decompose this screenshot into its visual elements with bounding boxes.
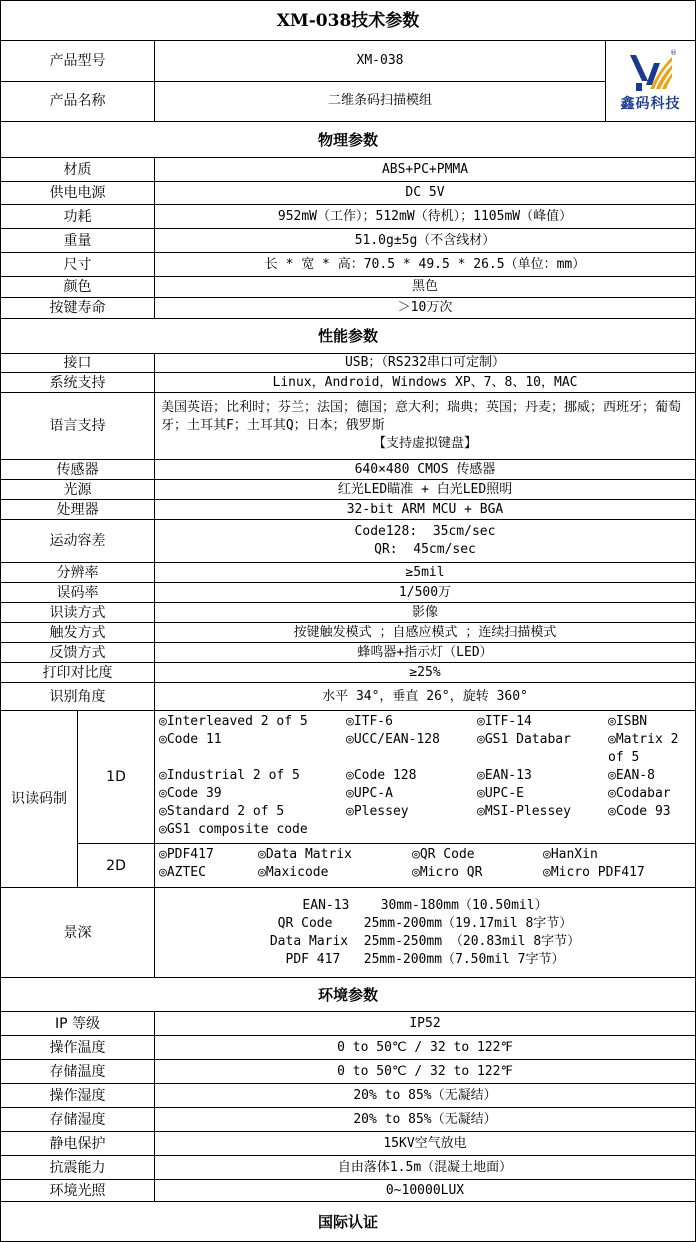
symbology-d1-item: ◎EAN-13 bbox=[477, 768, 532, 783]
operating-humidity-value: 20% to 85%（无凝结） bbox=[155, 1084, 696, 1108]
operating-temp-label: 操作温度 bbox=[1, 1036, 155, 1060]
esd-protection-value: 15KV空气放电 bbox=[155, 1132, 696, 1156]
weight-label: 重量 bbox=[1, 229, 155, 253]
recognition-label: 识读方式 bbox=[1, 603, 155, 623]
processor-value: 32-bit ARM MCU + BGA bbox=[155, 500, 696, 520]
certification-heading: 国际认证 bbox=[1, 1202, 696, 1242]
power-supply-label: 供电电源 bbox=[1, 182, 155, 205]
name-label: 产品名称 bbox=[1, 81, 155, 122]
operating-humidity-label: 操作湿度 bbox=[1, 1084, 155, 1108]
symbology-d1-item: ◎UPC-E bbox=[477, 786, 524, 801]
contrast-value: ≥25% bbox=[155, 663, 696, 683]
symbology-d1-item: ◎Standard 2 of 5 bbox=[159, 804, 285, 819]
symbology-d1-item: ◎Industrial 2 of 5 bbox=[159, 768, 300, 783]
logo-cell bbox=[606, 41, 696, 122]
symbology-d1-item: ◎Code 128 bbox=[346, 768, 417, 783]
sensor-value: 640×480 CMOS 传感器 bbox=[155, 460, 696, 480]
dof-pdf417: PDF 417 25mm-200mm（7.50mil 7字节） bbox=[285, 951, 565, 967]
virtual-keyboard-note: 【支持虚拟键盘】 bbox=[372, 436, 477, 451]
symbology-d1-item: ◎Matrix 2 of 5 bbox=[608, 732, 679, 765]
symbology-d1-item: ◎ITF-14 bbox=[477, 714, 532, 729]
error-rate-label: 误码率 bbox=[1, 583, 155, 603]
light-source-label: 光源 bbox=[1, 480, 155, 500]
depth-of-field-label: 景深 bbox=[1, 888, 155, 978]
interface-value: USB；（RS232串口可定制） bbox=[155, 354, 696, 373]
company-logo bbox=[606, 41, 695, 121]
symbology-d1-item: ◎UCC/EAN-128 bbox=[346, 732, 440, 747]
language-value bbox=[155, 393, 696, 460]
symbology-d1-item: ◎EAN-8 bbox=[608, 768, 655, 783]
system-label: 系统支持 bbox=[1, 373, 155, 393]
registered-mark: ® bbox=[669, 49, 677, 57]
error-rate-value: 1/500万 bbox=[155, 583, 696, 603]
depth-of-field-value bbox=[155, 888, 696, 978]
power-consumption-label: 功耗 bbox=[1, 205, 155, 229]
ambient-light-label: 环境光照 bbox=[1, 1180, 155, 1202]
physical-heading: 物理参数 bbox=[1, 122, 696, 158]
symbology-1d-grid bbox=[159, 713, 691, 839]
symbology-d2-item: ◎HanXin bbox=[543, 847, 598, 862]
system-value: Linux，Android，Windows XP、7、8、10，MAC bbox=[155, 373, 696, 393]
storage-temp-value: 0 to 50℃ / 32 to 122℉ bbox=[155, 1060, 696, 1084]
drop-resistance-value: 自由落体1.5m（混凝土地面） bbox=[155, 1156, 696, 1180]
contrast-label: 打印对比度 bbox=[1, 663, 155, 683]
symbology-d2-item: ◎AZTEC bbox=[159, 865, 206, 880]
dof-qr: QR Code 25mm-200mm（19.17mil 8字节） bbox=[277, 915, 573, 931]
material-value: ABS+PC+PMMA bbox=[155, 158, 696, 182]
operating-temp-value: 0 to 50℃ / 32 to 122℉ bbox=[155, 1036, 696, 1060]
symbology-d2-item: ◎Maxicode bbox=[258, 865, 329, 880]
logo-text: 鑫码科技 bbox=[620, 96, 681, 112]
ip-rating-label: IP 等级 bbox=[1, 1012, 155, 1036]
symbology-2d-list bbox=[155, 844, 696, 888]
symbology-d1-item: ◎Code 93 bbox=[608, 804, 671, 819]
symbology-d1-item: ◎GS1 composite code bbox=[159, 822, 308, 837]
color-label: 颜色 bbox=[1, 277, 155, 298]
symbology-d2-item: ◎Data Matrix bbox=[258, 847, 352, 862]
weight-value: 51.0g±5g（不含线材） bbox=[155, 229, 696, 253]
resolution-label: 分辨率 bbox=[1, 563, 155, 583]
symbology-1d-label: 1D bbox=[78, 711, 155, 844]
dof-ean13: EAN-13 30mm-180mm（10.50mil） bbox=[302, 897, 548, 913]
feedback-value: 蜂鸣器+指示灯（LED） bbox=[155, 643, 696, 663]
environment-heading: 环境参数 bbox=[1, 978, 696, 1012]
color-value: 黑色 bbox=[155, 277, 696, 298]
symbology-d2-item: ◎Micro PDF417 bbox=[543, 865, 645, 880]
motion-tolerance-label: 运动容差 bbox=[1, 520, 155, 563]
interface-label: 接口 bbox=[1, 354, 155, 373]
symbology-label: 识读码制 bbox=[1, 711, 78, 888]
dof-datamatrix: Data Marix 25mm-250mm （20.83mil 8字节） bbox=[269, 933, 581, 949]
symbology-d1-item: ◎MSI-Plessey bbox=[477, 804, 571, 819]
drop-resistance-label: 抗震能力 bbox=[1, 1156, 155, 1180]
feedback-label: 反馈方式 bbox=[1, 643, 155, 663]
symbology-d1-item: ◎Code 39 bbox=[159, 786, 222, 801]
angle-label: 识别角度 bbox=[1, 683, 155, 711]
light-source-value: 红光LED瞄准 + 白光LED照明 bbox=[155, 480, 696, 500]
motion-qr: QR: 45cm/sec bbox=[374, 542, 476, 557]
motion-tolerance-value bbox=[155, 520, 696, 563]
sensor-label: 传感器 bbox=[1, 460, 155, 480]
logo-mark-icon bbox=[626, 49, 676, 93]
page-title: XM-038技术参数 bbox=[1, 1, 696, 41]
material-label: 材质 bbox=[1, 158, 155, 182]
symbology-d1-item: ◎ISBN bbox=[608, 714, 648, 729]
storage-humidity-label: 存储湿度 bbox=[1, 1108, 155, 1132]
storage-humidity-value: 20% to 85%（无凝结） bbox=[155, 1108, 696, 1132]
power-supply-value: DC 5V bbox=[155, 182, 696, 205]
button-life-value: ＞10万次 bbox=[155, 298, 696, 319]
performance-heading: 性能参数 bbox=[1, 319, 696, 354]
model-value: XM-038 bbox=[155, 41, 606, 82]
model-label: 产品型号 bbox=[1, 41, 155, 82]
button-life-label: 按键寿命 bbox=[1, 298, 155, 319]
symbology-d1-item: ◎Code 11 bbox=[159, 732, 222, 747]
symbology-d1-item: ◎ITF-6 bbox=[346, 714, 393, 729]
symbology-d2-item: ◎QR Code bbox=[412, 847, 475, 862]
power-consumption-value: 952mW（工作）；512mW（待机）；1105mW（峰值） bbox=[155, 205, 696, 229]
symbology-2d-grid bbox=[159, 846, 691, 882]
trigger-label: 触发方式 bbox=[1, 623, 155, 643]
dimensions-label: 尺寸 bbox=[1, 253, 155, 277]
ambient-light-value: 0~10000LUX bbox=[155, 1180, 696, 1202]
symbology-d2-item: ◎Micro QR bbox=[412, 865, 483, 880]
language-label: 语言支持 bbox=[1, 393, 155, 460]
name-value: 二维条码扫描模组 bbox=[155, 81, 606, 122]
ip-rating-value: IP52 bbox=[155, 1012, 696, 1036]
symbology-d1-item: ◎Interleaved 2 of 5 bbox=[159, 714, 308, 729]
symbology-d1-item: ◎GS1 Databar bbox=[477, 732, 571, 747]
recognition-value: 影像 bbox=[155, 603, 696, 623]
resolution-value: ≥5mil bbox=[155, 563, 696, 583]
symbology-d1-item: ◎Plessey bbox=[346, 804, 409, 819]
symbology-1d-list bbox=[155, 711, 696, 844]
motion-code128: Code128: 35cm/sec bbox=[354, 524, 496, 539]
dimensions-value: 长 * 宽 * 高：70.5 * 49.5 * 26.5（单位：mm） bbox=[155, 253, 696, 277]
symbology-2d-label: 2D bbox=[78, 844, 155, 888]
esd-protection-label: 静电保护 bbox=[1, 1132, 155, 1156]
language-list: 美国英语；比利时；芬兰；法国；德国；意大利；瑞典；英国；丹麦；挪威；西班牙；葡萄牙；土耳其F；土耳其Q；日本；俄罗斯 bbox=[161, 400, 682, 433]
angle-value: 水平 34°，垂直 26°，旋转 360° bbox=[155, 683, 696, 711]
symbology-d1-item: ◎UPC-A bbox=[346, 786, 393, 801]
trigger-value: 按键触发模式 ；自感应模式 ；连续扫描模式 bbox=[155, 623, 696, 643]
symbology-d2-item: ◎PDF417 bbox=[159, 847, 214, 862]
symbology-d1-item: ◎Codabar bbox=[608, 786, 671, 801]
storage-temp-label: 存储温度 bbox=[1, 1060, 155, 1084]
processor-label: 处理器 bbox=[1, 500, 155, 520]
